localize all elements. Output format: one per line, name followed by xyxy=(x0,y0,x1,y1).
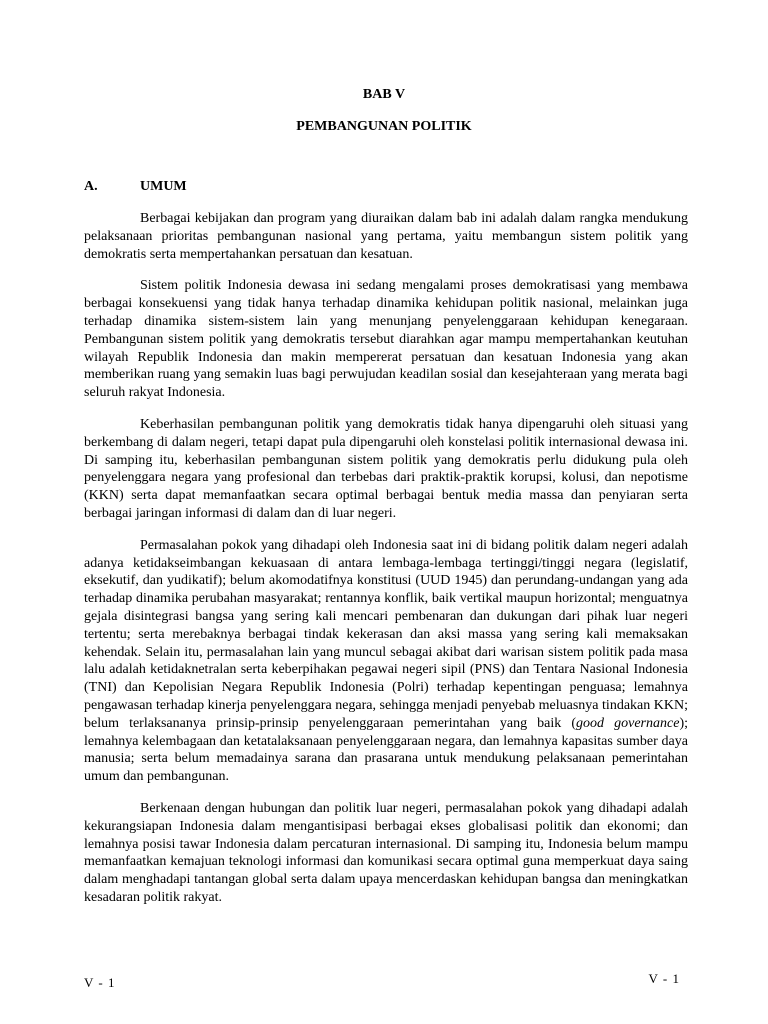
section-heading xyxy=(84,178,187,196)
section-number: A. xyxy=(84,179,98,194)
page-number-right: V - 1 xyxy=(648,971,680,986)
paragraph-4-part-1: Permasalahan pokok yang dihadapi oleh Indonesia saat ini di bidang politik dalam negeri adalah adanya ketidakseimbangan kekuasaan di antara lembaga-lembaga tertinggi/tinggi negara (legislatif, eksekutif, dan yudikatif); belum akomodatifnya konstitusi (UUD 1945) dan perundang-undangan yang ada terhadap dinamika perubahan masyarakat; rentannya konflik, baik vertikal maupun horizontal; menguatnya gejala disintegrasi bangsa yang sering kali mencari pembenaran dan dukungan dari pihak luar negeri tertentu; serta merebaknya berbagai tindak kekerasan dan aksi massa yang sering kali memaksakan kehendak. Selain itu, permasalahan lain yang muncul sebagai akibat dari warisan sistem politik pada masa lalu adalah ketidaknetralan serta keberpihakan pegawai negeri sipil (PNS) dan Tentara Nasional Indonesia (TNI) dan Kepolisian Negara Republik Indonesia (Polri) terhadap kepentingan penguasa; lemahnya pengawasan terhadap kinerja penyelenggara negara, sehingga menjadi penyebab meluasnya tindakan KKN; belum terlaksananya prinsip-prinsip penyelenggaraan pemerintahan yang baik ( xyxy=(84,537,688,731)
paragraph-4-emphasis: good governance xyxy=(576,715,680,731)
chapter-label: BAB V xyxy=(362,87,406,102)
paragraph-2: Sistem politik Indonesia dewasa ini sedang mengalami proses demokratisasi yang membawa berbagai konsekuensi yang tidak hanya terhadap dinamika kehidupan politik nasional, melainkan juga terhadap dinamika sistem-sistem lain yang menunjang penyelenggaraan kehidupan kenegaraan. Pembangunan sistem politik yang demokratis tersebut diarahkan agar mampu mempertahankan keutuhan wilayah Republik Indonesia dan makin mempererat persatuan dan kesatuan Indonesia yang akan memberikan ruang yang semakin luas bagi perwujudan keadilan sosial dan kesejahteraan yang merata bagi seluruh rakyat Indonesia. xyxy=(84,278,688,401)
section-title: UMUM xyxy=(140,179,187,194)
paragraph-4 xyxy=(84,537,688,786)
paragraph-1: Berbagai kebijakan dan program yang diuraikan dalam bab ini adalah dalam rangka mendukung pelaksanaan prioritas pembangunan nasional yang pertama, yaitu membangun sistem politik yang demokratis serta mempertahankan persatuan dan kesatuan. xyxy=(84,211,688,262)
page-title: PEMBANGUNAN POLITIK xyxy=(296,119,472,134)
paragraph-3: Keberhasilan pembangunan politik yang demokratis tidak hanya dipengaruhi oleh situasi yang berkembang di dalam negeri, tetapi dapat pula dipengaruhi oleh konstelasi politik internasional dewasa ini. Di samping itu, keberhasilan pembangunan sistem politik yang demokratis perlu didukung pula oleh penyelenggara negara yang profesional dan terbebas dari praktik-praktik korupsi, kolusi, dan nepotisme (KKN) serta dapat memanfaatkan secara optimal berbagai bentuk media massa dan penyiaran serta berbagai jaringan informasi di dalam dan di luar negeri. xyxy=(84,416,688,521)
body-text xyxy=(84,210,688,921)
paragraph-5: Berkenaan dengan hubungan dan politik luar negeri, permasalahan pokok yang dihadapi adalah kekurangsiapan Indonesia dalam mengantisipasi berbagai ekses globalisasi politik dan ekonomi; dan lemahnya posisi tawar Indonesia dalam percaturan internasional. Di samping itu, Indonesia belum mampu memanfaatkan kemajuan teknologi informasi dan komunikasi secara optimal guna memperkuat daya saing dalam menghadapi tantangan global serta dalam upaya mencerdaskan kehidupan bangsa dan meningkatkan kesadaran politik rakyat. xyxy=(84,800,688,905)
paragraph-4-part-2: ); lemahnya kelembagaan dan ketatalaksanaan penyelenggaraan negara, dan lemahnya kapasitas sumber daya manusia; serta belum memadainya sarana dan prasarana untuk mendukung pelaksanaan pemerintahan umum dan pembangunan. xyxy=(84,715,688,785)
page-number-left: V - 1 xyxy=(84,975,116,990)
